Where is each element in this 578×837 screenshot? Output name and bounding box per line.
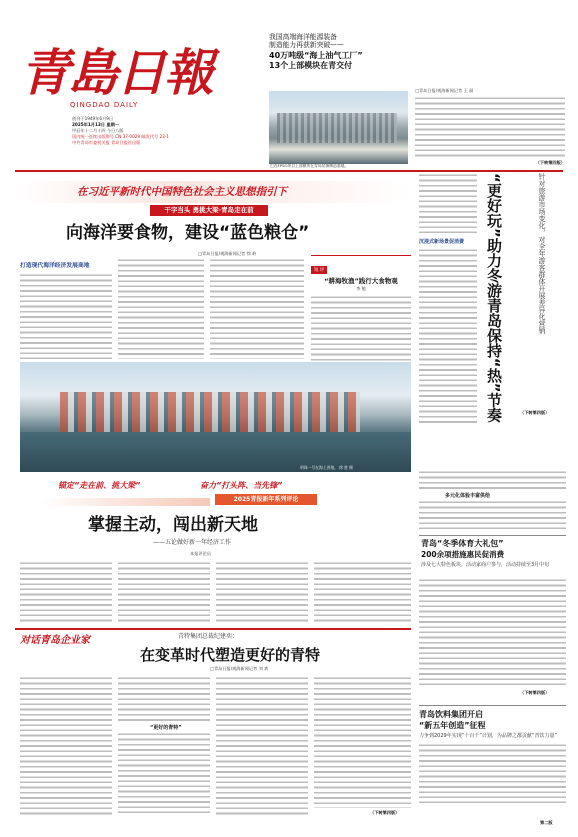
main-col-3 [210, 258, 304, 359]
main-col-2 [118, 258, 204, 359]
bottom-col-4 [314, 676, 411, 808]
series-author: 本报评论员 [190, 551, 211, 556]
series-col-4 [314, 561, 411, 623]
bottom-tag-box [20, 634, 124, 662]
masthead-title: 青島日報 [20, 43, 212, 102]
bottom-col-3 [216, 676, 308, 816]
series-slogan-2: 奋力“打头阵、当先锋” [200, 481, 283, 490]
brief2-more: 第二版 [540, 820, 553, 825]
main-headline: 向海洋要食物，建设“蓝色粮仓” [66, 223, 310, 243]
left-subhead-box [20, 261, 112, 271]
bottom-subhead: “更好的青特” [150, 725, 182, 731]
commentary-box [311, 255, 411, 361]
side-vertical-sub: 针对旅游市场变化，对全年游客群体开展差异化营销 [538, 173, 546, 334]
commentary-author: 李 勉 [356, 286, 366, 291]
top-story-kicker-2: 制造能力再获新突破—— [269, 41, 344, 49]
meta-line: 中共青岛市委机关报 青岛日报社出版 [72, 140, 141, 145]
series-bar-text: 2025青报新年系列评论 [233, 496, 299, 503]
brief2-title: 青岛饮料集团开启 [419, 710, 483, 719]
brief1-more: （下转第四版） [520, 690, 550, 695]
main-photo-caption: 明珠一号在海上养殖。 徐 胜 摄 [300, 465, 353, 470]
series-col-3 [216, 561, 308, 623]
brief1-title2: 200余项措施惠民促消费 [421, 550, 505, 559]
meta-line: 甲辰年十二月十四 今日八版 [72, 128, 124, 133]
divider [15, 170, 563, 172]
top-story-kicker-1: 我国高端海洋能源装备 [269, 33, 337, 41]
bottom-headline: 在变革时代塑造更好的青特 [140, 646, 321, 664]
top-story-headline-1: 40万吨级“海上油气工厂” [269, 51, 363, 60]
main-photo [20, 362, 411, 472]
commentary-title: “耕海牧渔”践行大食物观 [324, 277, 398, 285]
side-related-head: 多元化体验丰富供给 [445, 493, 491, 499]
series-slogan-1: 锚定“走在前、挑大梁” [58, 481, 141, 490]
side-more: （下转第四版） [520, 410, 550, 415]
bottom-more: （下转第四版） [370, 810, 400, 815]
meta-line: 创刊于1949年6月9日 [72, 116, 114, 121]
brief2-text [419, 743, 566, 803]
top-story-more: （下转第四版） [535, 160, 565, 165]
divider [419, 535, 566, 536]
series-bar [215, 494, 317, 505]
main-byline: □青岛日报/观海新闻记者 徐 岭 [198, 251, 257, 256]
top-story-byline: □青岛日报/观海新闻记者 王 丽 [415, 88, 474, 93]
commentary-tag: 短 评 [311, 266, 327, 274]
photo-vessel [60, 392, 360, 432]
side-text-top [419, 173, 477, 233]
masthead-latin: QINGDAO DAILY [70, 101, 139, 109]
top-story-text [415, 96, 565, 160]
side-subhead: 沉浸式新场景促消费 [419, 239, 465, 245]
photo-structure [277, 113, 397, 143]
bottom-byline: □青岛日报/观海新闻记者 刘 欢 [210, 666, 269, 671]
side-column [419, 173, 566, 468]
top-story-caption: 巴西FPSO项目上部模块在青岛装备制造基地。 [270, 163, 349, 168]
left-subhead: 打造现代海洋经济发展高地 [20, 263, 90, 269]
brief1-text [419, 578, 566, 688]
bottom-kicker: 青特集团总裁纪建奕： [178, 633, 239, 640]
main-subbanner-text: 干字当头 勇挑大梁·青岛走在前 [164, 206, 254, 214]
brief1-title: 青岛“冬季体育大礼包” [421, 539, 504, 548]
series-col-2 [118, 561, 210, 623]
main-subbanner [150, 205, 268, 216]
bottom-col-2a [118, 676, 210, 722]
series-banner [20, 478, 411, 508]
brief2-title2: “新五年创造”征程 [419, 721, 486, 730]
top-story-photo [269, 91, 408, 164]
commentary-text [311, 295, 411, 365]
bottom-col-2b [118, 732, 210, 816]
top-story-body [415, 88, 565, 166]
top-story-headline-2: 13个上部模块在青交付 [269, 61, 353, 70]
main-banner [15, 181, 411, 203]
side-text-extra [419, 470, 566, 490]
divider [15, 628, 411, 630]
bottom-col-1 [20, 676, 112, 816]
brief2-box [419, 705, 566, 825]
side-related-text [419, 500, 566, 532]
masthead-meta [72, 116, 232, 146]
brief2-lead: 力争到2029年实现“十百千”计划，为品牌之都贡献“青饮力量” [419, 733, 558, 739]
main-banner-text: 在习近平新时代中国特色社会主义思想指引下 [77, 186, 287, 198]
side-vertical-headline: “更好玩”助力冬游青岛保持“热”节奏 [485, 173, 503, 423]
top-story-title-block [269, 33, 409, 90]
series-col-1 [20, 561, 112, 623]
series-headline: 掌握主动，闯出新天地 [88, 515, 258, 535]
brief1-lead: 涉及七大特色板块，活动家商户参与，活动持续至3月中旬 [421, 562, 550, 568]
bottom-tag: 对话青岛企业家 [20, 635, 90, 646]
meta-line: 国内统一连续出版物号 CN 37-0029 邮发代号 23-1 [72, 134, 170, 139]
series-skyline [40, 498, 210, 506]
main-col-1 [20, 273, 112, 359]
series-sub: ——五论做好新一年经济工作 [153, 539, 232, 546]
side-text-body [419, 248, 477, 423]
meta-line: 2025年1月13日 星期一 [72, 122, 119, 127]
